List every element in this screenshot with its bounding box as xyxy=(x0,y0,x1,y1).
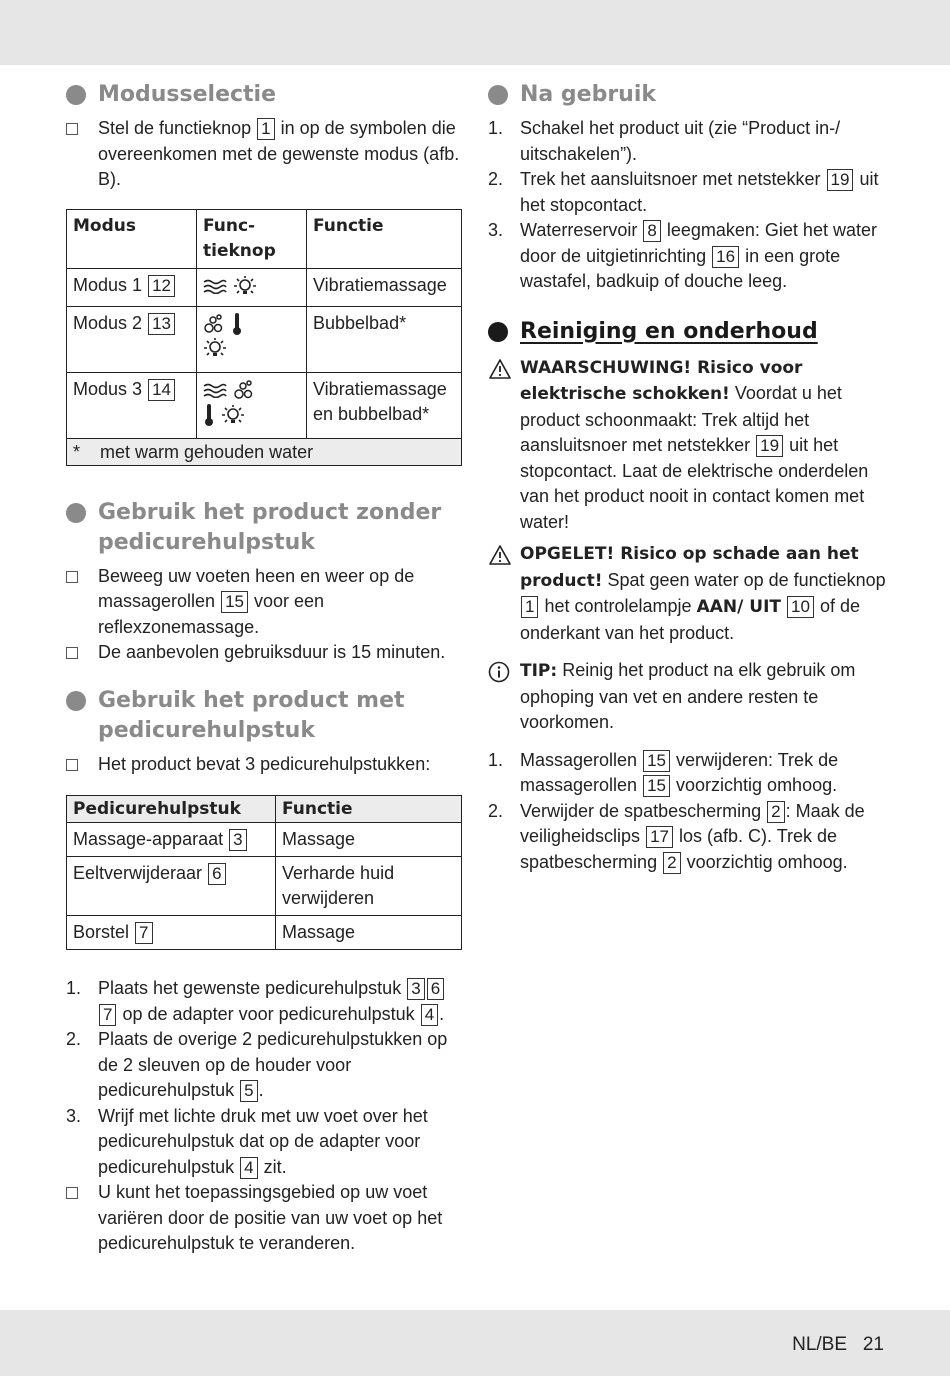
bullet-dot-icon xyxy=(488,85,508,105)
ref-number: 14 xyxy=(148,379,175,401)
ref-number: 6 xyxy=(208,863,225,885)
bullet-dot-icon xyxy=(66,503,86,523)
warning-block: WAARSCHUWING! Risico voor elektrische schokken! Voordat u het product schoonmaakt: Trek altijd het aansluitsnoer met netstekker 19 uit het stopcontact. Laat de elektrische onderdelen van het product nooit in contact komen met water! xyxy=(488,355,888,536)
table-row: Borstel 7 Massage xyxy=(67,916,462,950)
table-header: Functie xyxy=(307,209,462,268)
right-column xyxy=(488,80,888,875)
list-item: Het product bevat 3 pedicurehulpstukken: xyxy=(66,752,466,778)
ref-number: 2 xyxy=(663,852,680,874)
bullet-dot-icon xyxy=(66,85,86,105)
bubbles-icon xyxy=(233,379,255,401)
ref-number: 15 xyxy=(221,591,248,613)
ref-number: 8 xyxy=(643,220,660,242)
bubbles-icon xyxy=(203,313,225,335)
checkbox-square-icon xyxy=(66,759,78,771)
thermometer-icon xyxy=(203,403,215,427)
checkbox-square-icon xyxy=(66,647,78,659)
ref-number: 3 xyxy=(229,829,246,851)
ref-number: 4 xyxy=(421,1004,438,1026)
met-heading: Gebruik het product met pedicurehulpstuk xyxy=(66,686,466,746)
ref-number: 7 xyxy=(135,922,152,944)
ref-number: 12 xyxy=(148,275,175,297)
ref-number: 15 xyxy=(643,750,670,772)
waves-icon xyxy=(203,278,227,294)
thermometer-icon xyxy=(231,312,243,336)
list-item: U kunt het toepassingsgebied op uw voet variëren door de positie van uw voet op het pedicurehulpstuk te veranderen. xyxy=(66,1180,466,1257)
light-icon xyxy=(221,403,245,427)
reiniging-heading: Reiniging en onderhoud xyxy=(488,317,888,347)
ref-number: 10 xyxy=(787,596,814,618)
modus-step: Stel de functieknop 1 in op de symbolen die overeenkomen met de gewenste modus (afb. B). xyxy=(66,116,466,193)
top-bar xyxy=(0,0,950,65)
list-item: 1. Plaats het gewenste pedicurehulpstuk 3 6 7 op de adapter voor pedicurehulpstuk 4 . xyxy=(66,978,445,1024)
table-header: Func- tieknop xyxy=(197,209,307,268)
ref-number: 19 xyxy=(827,169,854,191)
list-item: 2. Plaats de overige 2 pedicurehulpstukken op de 2 sleuven op de houder voor pedicurehulpstuk 5 . xyxy=(66,1029,448,1100)
ref-number: 13 xyxy=(148,313,175,335)
bullet-dot-icon xyxy=(66,691,86,711)
table-row: Eeltverwijderaar 6 Verharde huid verwijderen xyxy=(67,857,462,916)
list-item: 1. Massagerollen 15 verwijderen: Trek de massagerollen 15 voorzichtig omhoog. xyxy=(488,749,839,795)
ref-number: 16 xyxy=(712,246,739,268)
list-item: 1. Schakel het product uit (zie “Product in-/ uitschakelen”). xyxy=(488,118,841,164)
warning-triangle-icon xyxy=(488,544,512,566)
table-row: Modus 3 14 Vibratiemassage en bubbelbad* xyxy=(67,372,462,438)
table-row: Modus 1 12 Vibratiemassage xyxy=(67,268,462,306)
pedicure-table xyxy=(66,795,462,950)
table-header: Functie xyxy=(276,796,462,823)
ref-number: 5 xyxy=(240,1080,257,1102)
checkbox-square-icon xyxy=(66,123,78,135)
list-item: 2. Verwijder de spatbescherming 2 : Maak de veiligheidsclips 17 los (afb. C). Trek de spatbescherming 2 voorzichtig omhoog. xyxy=(488,800,865,872)
light-icon xyxy=(233,274,257,298)
info-icon xyxy=(488,661,510,683)
list-item: De aanbevolen gebruiksduur is 15 minuten. xyxy=(66,640,466,666)
ref-number: 6 xyxy=(427,978,444,1000)
left-column xyxy=(66,80,466,1257)
light-icon xyxy=(203,336,227,360)
page-number: NL/BE 21 xyxy=(792,1334,884,1355)
ref-number: 1 xyxy=(521,596,538,618)
ref-number: 2 xyxy=(767,801,784,823)
ref-number: 1 xyxy=(257,118,274,140)
ref-number: 19 xyxy=(756,435,783,457)
ref-number: 3 xyxy=(407,978,424,1000)
ref-number: 17 xyxy=(646,826,673,848)
caution-block: OPGELET! Risico op schade aan het product! Spat geen water op de functieknop 1 het controlelampje AAN/ UIT 10 of de onderkant van het product. xyxy=(488,541,888,646)
list-item: 3. Waterreservoir 8 leegmaken: Giet het water door de uitgietinrichting 16 in een grote wastafel, badkuip of douche leeg. xyxy=(488,220,877,291)
ref-number: 7 xyxy=(99,1004,116,1026)
bullet-dot-icon xyxy=(488,322,508,342)
waves-icon xyxy=(203,382,227,398)
table-row: Modus 2 13 Bubbelbad* xyxy=(67,306,462,372)
zonder-heading: Gebruik het product zonder pedicurehulpstuk xyxy=(66,498,466,558)
table-footnote-row: * met warm gehouden water xyxy=(67,438,462,465)
modus-heading: Modusselectie xyxy=(66,80,466,110)
list-item: 3. Wrijf met lichte druk met uw voet over het pedicurehulpstuk dat op de adapter voor pedicurehulpstuk 4 zit. xyxy=(66,1105,428,1177)
ref-number: 4 xyxy=(240,1157,257,1179)
ref-number: 15 xyxy=(643,775,670,797)
list-item: 2. Trek het aansluitsnoer met netstekker 19 uit het stopcontact. xyxy=(488,169,879,215)
table-header: Modus xyxy=(67,209,197,268)
checkbox-square-icon xyxy=(66,1187,78,1199)
na-gebruik-heading: Na gebruik xyxy=(488,80,888,110)
modus-table xyxy=(66,209,462,466)
table-row: Massage-apparaat 3 Massage xyxy=(67,823,462,857)
list-item: Beweeg uw voeten heen en weer op de massagerollen 15 voor een reflexzonemassage. xyxy=(66,564,466,641)
table-header: Pedicurehulpstuk xyxy=(67,796,276,823)
checkbox-square-icon xyxy=(66,571,78,583)
warning-triangle-icon xyxy=(488,358,512,380)
tip-block: TIP: Reinig het product na elk gebruik om ophoping van vet en andere resten te voorkomen. xyxy=(488,658,888,736)
